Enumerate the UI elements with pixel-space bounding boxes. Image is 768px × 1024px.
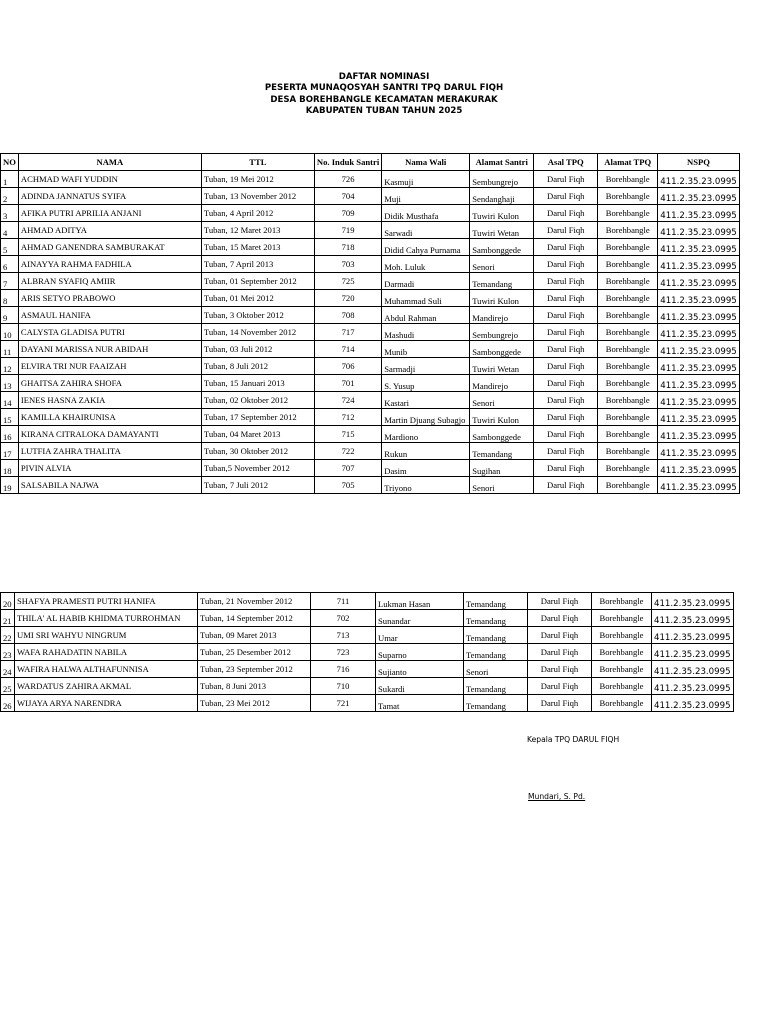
cell-alamat-santri: Sembungrejo — [470, 171, 534, 188]
cell-nama: LUTFIA ZAHRA THALITA — [18, 443, 201, 460]
cell-no: 20 — [1, 593, 15, 610]
cell-wali: Kasmuji — [382, 171, 470, 188]
cell-alamat-tpq: Borehbangle — [592, 627, 652, 644]
cell-alamat-tpq: Borehbangle — [598, 477, 658, 494]
cell-wali: S. Yusup — [382, 375, 470, 392]
cell-ttl: Tuban, 8 Juli 2012 — [201, 358, 314, 375]
table-row — [1, 392, 740, 409]
cell-asal-tpq: Darul Fiqh — [534, 239, 598, 256]
cell-ttl: Tuban, 15 Januari 2013 — [201, 375, 314, 392]
cell-wali: Sukardi — [376, 678, 464, 695]
col-header-no: NO — [1, 154, 19, 171]
cell-alamat-tpq: Borehbangle — [592, 593, 652, 610]
cell-nspq: 411.2.35.23.0995 — [658, 290, 740, 307]
cell-asal-tpq: Darul Fiqh — [534, 290, 598, 307]
cell-nama: AINAYYA RAHMA FADHILA — [18, 256, 201, 273]
table-row — [1, 409, 740, 426]
col-header-nama: NAMA — [18, 154, 201, 171]
cell-alamat-tpq: Borehbangle — [592, 678, 652, 695]
cell-nama: IENES HASNA ZAKIA — [18, 392, 201, 409]
cell-alamat-tpq: Borehbangle — [598, 205, 658, 222]
cell-nis: 714 — [314, 341, 381, 358]
cell-nama: KAMILLA KHAIRUNISA — [18, 409, 201, 426]
cell-ttl: Tuban, 7 Juli 2012 — [201, 477, 314, 494]
col-header-alamat-tpq: Alamat TPQ — [598, 154, 658, 171]
cell-alamat-santri: Sambonggede — [470, 426, 534, 443]
cell-asal-tpq: Darul Fiqh — [528, 593, 592, 610]
cell-no: 23 — [1, 644, 15, 661]
cell-nspq: 411.2.35.23.0995 — [652, 695, 734, 712]
cell-nama: WAFIRA HALWA ALTHAFUNNISA — [15, 661, 198, 678]
cell-ttl: Tuban, 01 Mei 2012 — [201, 290, 314, 307]
cell-alamat-tpq: Borehbangle — [598, 375, 658, 392]
cell-nis: 709 — [314, 205, 381, 222]
cell-nama: ADINDA JANNATUS SYIFA — [18, 188, 201, 205]
cell-nama: AHMAD ADITYA — [18, 222, 201, 239]
table-row — [1, 256, 740, 273]
cell-wali: Tamat — [376, 695, 464, 712]
document-header — [0, 72, 768, 118]
cell-nama: ASMAUL HANIFA — [18, 307, 201, 324]
cell-ttl: Tuban, 12 Maret 2013 — [201, 222, 314, 239]
cell-nspq: 411.2.35.23.0995 — [658, 239, 740, 256]
cell-ttl: Tuban, 17 September 2012 — [201, 409, 314, 426]
cell-alamat-santri: Temandang — [464, 678, 528, 695]
cell-ttl: Tuban, 4 April 2012 — [201, 205, 314, 222]
cell-nis: 720 — [314, 290, 381, 307]
cell-wali: Abdul Rahman — [382, 307, 470, 324]
table-row — [1, 695, 734, 712]
cell-nama: GHAITSA ZAHIRA SHOFA — [18, 375, 201, 392]
cell-alamat-tpq: Borehbangle — [598, 273, 658, 290]
table-row — [1, 443, 740, 460]
cell-nspq: 411.2.35.23.0995 — [658, 443, 740, 460]
cell-wali: Munib — [382, 341, 470, 358]
col-header-nis: No. Induk Santri — [314, 154, 381, 171]
cell-asal-tpq: Darul Fiqh — [534, 460, 598, 477]
nominee-table-page-2 — [0, 592, 734, 712]
table-row — [1, 375, 740, 392]
table-row — [1, 426, 740, 443]
cell-alamat-santri: Temandang — [464, 593, 528, 610]
cell-alamat-santri: Temandang — [464, 627, 528, 644]
cell-no: 10 — [1, 324, 19, 341]
cell-asal-tpq: Darul Fiqh — [534, 341, 598, 358]
cell-alamat-tpq: Borehbangle — [598, 324, 658, 341]
cell-ttl: Tuban, 14 September 2012 — [198, 610, 311, 627]
table-header-row — [1, 154, 740, 171]
cell-alamat-tpq: Borehbangle — [598, 409, 658, 426]
cell-alamat-santri: Tuwiri Kulon — [470, 290, 534, 307]
cell-no: 22 — [1, 627, 15, 644]
cell-nis: 713 — [311, 627, 376, 644]
cell-alamat-santri: Temandang — [470, 273, 534, 290]
table-row — [1, 341, 740, 358]
cell-alamat-tpq: Borehbangle — [598, 256, 658, 273]
cell-nspq: 411.2.35.23.0995 — [658, 307, 740, 324]
cell-no: 5 — [1, 239, 19, 256]
col-header-asal-tpq: Asal TPQ — [534, 154, 598, 171]
cell-alamat-tpq: Borehbangle — [598, 460, 658, 477]
cell-nspq: 411.2.35.23.0995 — [658, 256, 740, 273]
cell-wali: Kastari — [382, 392, 470, 409]
cell-nspq: 411.2.35.23.0995 — [652, 610, 734, 627]
cell-nspq: 411.2.35.23.0995 — [658, 392, 740, 409]
cell-alamat-santri: Sendanghaji — [470, 188, 534, 205]
cell-nis: 722 — [314, 443, 381, 460]
header-line-1: DAFTAR NOMINASI — [338, 72, 430, 82]
cell-wali: Darmadi — [382, 273, 470, 290]
cell-no: 8 — [1, 290, 19, 307]
cell-no: 18 — [1, 460, 19, 477]
cell-alamat-santri: Senori — [470, 256, 534, 273]
cell-alamat-santri: Mandirejo — [470, 307, 534, 324]
cell-no: 2 — [1, 188, 19, 205]
cell-no: 6 — [1, 256, 19, 273]
cell-nama: AHMAD GANENDRA SAMBURAKAT — [18, 239, 201, 256]
cell-asal-tpq: Darul Fiqh — [534, 222, 598, 239]
cell-ttl: Tuban, 21 November 2012 — [198, 593, 311, 610]
cell-nis: 715 — [314, 426, 381, 443]
cell-alamat-santri: Senori — [470, 392, 534, 409]
cell-no: 3 — [1, 205, 19, 222]
cell-alamat-santri: Tuwiri Wetan — [470, 222, 534, 239]
cell-wali: Mardiono — [382, 426, 470, 443]
table-row — [1, 678, 734, 695]
table-row — [1, 460, 740, 477]
cell-ttl: Tuban, 3 Oktober 2012 — [201, 307, 314, 324]
col-header-ttl: TTL — [201, 154, 314, 171]
cell-wali: Didid Cahya Purnama — [382, 239, 470, 256]
cell-wali: Muhammad Suli — [382, 290, 470, 307]
col-header-alamat-santri: Alamat Santri — [470, 154, 534, 171]
cell-nspq: 411.2.35.23.0995 — [658, 324, 740, 341]
cell-no: 12 — [1, 358, 19, 375]
cell-nis: 706 — [314, 358, 381, 375]
cell-ttl: Tuban, 14 November 2012 — [201, 324, 314, 341]
cell-ttl: Tuban, 7 April 2013 — [201, 256, 314, 273]
signature-name: Mundari, S. Pd. — [528, 792, 586, 801]
table-row — [1, 222, 740, 239]
cell-nis: 702 — [311, 610, 376, 627]
cell-ttl: Tuban, 8 Juni 2013 — [198, 678, 311, 695]
cell-ttl: Tuban, 30 Oktober 2012 — [201, 443, 314, 460]
cell-nama: WIJAYA ARYA NARENDRA — [15, 695, 198, 712]
cell-asal-tpq: Darul Fiqh — [534, 477, 598, 494]
nominee-table-page-1 — [0, 153, 740, 494]
col-header-nspq: NSPQ — [658, 154, 740, 171]
cell-alamat-tpq: Borehbangle — [598, 290, 658, 307]
cell-nis: 719 — [314, 222, 381, 239]
signature-title: Kepala TPQ DARUL FIQH — [527, 735, 620, 744]
cell-nama: PIVIN ALVIA — [18, 460, 201, 477]
cell-nis: 701 — [314, 375, 381, 392]
cell-asal-tpq: Darul Fiqh — [534, 324, 598, 341]
cell-nspq: 411.2.35.23.0995 — [658, 460, 740, 477]
cell-asal-tpq: Darul Fiqh — [534, 205, 598, 222]
cell-alamat-santri: Temandang — [464, 644, 528, 661]
cell-nama: ACHMAD WAFI YUDDIN — [18, 171, 201, 188]
cell-nis: 705 — [314, 477, 381, 494]
header-line-4: KABUPATEN TUBAN TAHUN 2025 — [305, 106, 463, 117]
cell-no: 21 — [1, 610, 15, 627]
cell-nis: 707 — [314, 460, 381, 477]
cell-nama: SHAFYA PRAMESTI PUTRI HANIFA — [15, 593, 198, 610]
cell-wali: Didik Musthafa — [382, 205, 470, 222]
cell-alamat-tpq: Borehbangle — [598, 307, 658, 324]
table-row — [1, 205, 740, 222]
cell-nama: WARDATUS ZAHIRA AKMAL — [15, 678, 198, 695]
cell-alamat-tpq: Borehbangle — [598, 171, 658, 188]
cell-nama: DAYANI MARISSA NUR ABIDAH — [18, 341, 201, 358]
cell-asal-tpq: Darul Fiqh — [534, 409, 598, 426]
cell-alamat-santri: Sugihan — [470, 460, 534, 477]
cell-nis: 717 — [314, 324, 381, 341]
table-row — [1, 644, 734, 661]
cell-asal-tpq: Darul Fiqh — [528, 644, 592, 661]
cell-wali: Mashudi — [382, 324, 470, 341]
cell-nama: THILA' AL HABIB KHIDMA TURROHMAN — [15, 610, 198, 627]
cell-asal-tpq: Darul Fiqh — [534, 443, 598, 460]
cell-alamat-tpq: Borehbangle — [598, 239, 658, 256]
cell-no: 9 — [1, 307, 19, 324]
cell-alamat-santri: Temandang — [464, 610, 528, 627]
cell-nis: 724 — [314, 392, 381, 409]
cell-ttl: Tuban, 03 Juli 2012 — [201, 341, 314, 358]
cell-wali: Rukun — [382, 443, 470, 460]
cell-ttl: Tuban, 01 September 2012 — [201, 273, 314, 290]
cell-alamat-tpq: Borehbangle — [598, 443, 658, 460]
cell-no: 19 — [1, 477, 19, 494]
cell-alamat-santri: Temandang — [470, 443, 534, 460]
table-row — [1, 239, 740, 256]
cell-nspq: 411.2.35.23.0995 — [658, 273, 740, 290]
cell-nspq: 411.2.35.23.0995 — [658, 171, 740, 188]
cell-wali: Dasim — [382, 460, 470, 477]
cell-ttl: Tuban, 25 Desember 2012 — [198, 644, 311, 661]
cell-no: 16 — [1, 426, 19, 443]
table-row — [1, 661, 734, 678]
cell-nis: 704 — [314, 188, 381, 205]
cell-wali: Suparno — [376, 644, 464, 661]
cell-no: 24 — [1, 661, 15, 678]
header-line-2: PESERTA MUNAQOSYAH SANTRI TPQ DARUL FIQH — [264, 83, 504, 94]
cell-no: 14 — [1, 392, 19, 409]
cell-nis: 725 — [314, 273, 381, 290]
table-row — [1, 324, 740, 341]
cell-nspq: 411.2.35.23.0995 — [658, 205, 740, 222]
table-body-page-1 — [1, 171, 740, 494]
cell-asal-tpq: Darul Fiqh — [528, 661, 592, 678]
cell-nspq: 411.2.35.23.0995 — [652, 593, 734, 610]
table-row — [1, 307, 740, 324]
cell-asal-tpq: Darul Fiqh — [534, 188, 598, 205]
cell-alamat-tpq: Borehbangle — [592, 644, 652, 661]
cell-ttl: Tuban, 23 Mei 2012 — [198, 695, 311, 712]
cell-no: 25 — [1, 678, 15, 695]
table-row — [1, 477, 740, 494]
cell-nama: AFIKA PUTRI APRILIA ANJANI — [18, 205, 201, 222]
cell-ttl: Tuban, 13 November 2012 — [201, 188, 314, 205]
cell-nspq: 411.2.35.23.0995 — [652, 678, 734, 695]
cell-alamat-tpq: Borehbangle — [598, 426, 658, 443]
cell-asal-tpq: Darul Fiqh — [534, 171, 598, 188]
cell-ttl: Tuban, 19 Mei 2012 — [201, 171, 314, 188]
cell-no: 1 — [1, 171, 19, 188]
cell-ttl: Tuban,5 November 2012 — [201, 460, 314, 477]
cell-nama: ALBRAN SYAFIQ AMIIR — [18, 273, 201, 290]
cell-nis: 708 — [314, 307, 381, 324]
cell-asal-tpq: Darul Fiqh — [534, 273, 598, 290]
table-row — [1, 188, 740, 205]
cell-nis: 711 — [311, 593, 376, 610]
cell-nspq: 411.2.35.23.0995 — [658, 222, 740, 239]
col-header-wali: Nama Wali — [382, 154, 470, 171]
cell-nspq: 411.2.35.23.0995 — [658, 477, 740, 494]
cell-no: 13 — [1, 375, 19, 392]
cell-alamat-santri: Tuwiri Kulon — [470, 409, 534, 426]
cell-alamat-santri: Sambonggede — [470, 239, 534, 256]
cell-nama: ELVIRA TRI NUR FAAIZAH — [18, 358, 201, 375]
table-body-page-2 — [1, 593, 734, 712]
cell-nis: 718 — [314, 239, 381, 256]
cell-wali: Sarmadji — [382, 358, 470, 375]
cell-nama: WAFA RAHADATIN NABILA — [15, 644, 198, 661]
cell-nspq: 411.2.35.23.0995 — [652, 644, 734, 661]
cell-nis: 716 — [311, 661, 376, 678]
cell-alamat-santri: Mandirejo — [470, 375, 534, 392]
table-row — [1, 273, 740, 290]
cell-nspq: 411.2.35.23.0995 — [658, 341, 740, 358]
cell-wali: Moh. Luluk — [382, 256, 470, 273]
cell-alamat-tpq: Borehbangle — [598, 392, 658, 409]
table-row — [1, 358, 740, 375]
cell-nspq: 411.2.35.23.0995 — [658, 188, 740, 205]
cell-nis: 723 — [311, 644, 376, 661]
cell-ttl: Tuban, 15 Maret 2013 — [201, 239, 314, 256]
cell-nis: 703 — [314, 256, 381, 273]
cell-alamat-santri: Senori — [464, 661, 528, 678]
cell-asal-tpq: Darul Fiqh — [528, 695, 592, 712]
cell-alamat-tpq: Borehbangle — [598, 188, 658, 205]
cell-wali: Sujianto — [376, 661, 464, 678]
cell-asal-tpq: Darul Fiqh — [528, 610, 592, 627]
header-line-3: DESA BOREHBANGLE KECAMATAN MERAKURAK — [270, 94, 498, 105]
table-row — [1, 627, 734, 644]
cell-nis: 710 — [311, 678, 376, 695]
cell-ttl: Tuban, 09 Maret 2013 — [198, 627, 311, 644]
cell-nama: SALSABILA NAJWA — [18, 477, 201, 494]
cell-nis: 726 — [314, 171, 381, 188]
cell-no: 4 — [1, 222, 19, 239]
table-row — [1, 171, 740, 188]
cell-nis: 721 — [311, 695, 376, 712]
cell-nspq: 411.2.35.23.0995 — [658, 358, 740, 375]
cell-nama: UMI SRI WAHYU NINGRUM — [15, 627, 198, 644]
cell-asal-tpq: Darul Fiqh — [534, 375, 598, 392]
cell-nspq: 411.2.35.23.0995 — [658, 375, 740, 392]
cell-wali: Martin Djuang Subagjo — [382, 409, 470, 426]
cell-alamat-santri: Tuwiri Kulon — [470, 205, 534, 222]
table-row — [1, 593, 734, 610]
cell-asal-tpq: Darul Fiqh — [534, 307, 598, 324]
cell-alamat-santri: Sambonggede — [470, 341, 534, 358]
cell-nspq: 411.2.35.23.0995 — [658, 409, 740, 426]
table-row — [1, 290, 740, 307]
table-row — [1, 610, 734, 627]
cell-wali: Umar — [376, 627, 464, 644]
cell-no: 7 — [1, 273, 19, 290]
cell-no: 15 — [1, 409, 19, 426]
cell-ttl: Tuban, 02 Oktober 2012 — [201, 392, 314, 409]
cell-asal-tpq: Darul Fiqh — [528, 678, 592, 695]
cell-asal-tpq: Darul Fiqh — [534, 426, 598, 443]
cell-alamat-santri: Tuwiri Wetan — [470, 358, 534, 375]
cell-nama: CALYSTA GLADISA PUTRI — [18, 324, 201, 341]
cell-alamat-santri: Senori — [470, 477, 534, 494]
cell-asal-tpq: Darul Fiqh — [534, 358, 598, 375]
cell-nama: ARIS SETYO PRABOWO — [18, 290, 201, 307]
cell-no: 26 — [1, 695, 15, 712]
cell-wali: Triyono — [382, 477, 470, 494]
cell-asal-tpq: Darul Fiqh — [534, 256, 598, 273]
cell-wali: Muji — [382, 188, 470, 205]
cell-alamat-tpq: Borehbangle — [598, 358, 658, 375]
cell-asal-tpq: Darul Fiqh — [528, 627, 592, 644]
cell-wali: Sunandar — [376, 610, 464, 627]
cell-wali: Sarwadi — [382, 222, 470, 239]
cell-ttl: Tuban, 23 September 2012 — [198, 661, 311, 678]
cell-alamat-santri: Sembungrejo — [470, 324, 534, 341]
cell-alamat-tpq: Borehbangle — [598, 341, 658, 358]
cell-nis: 712 — [314, 409, 381, 426]
cell-alamat-tpq: Borehbangle — [592, 610, 652, 627]
cell-no: 11 — [1, 341, 19, 358]
cell-no: 17 — [1, 443, 19, 460]
cell-nspq: 411.2.35.23.0995 — [658, 426, 740, 443]
cell-wali: Lukman Hasan — [376, 593, 464, 610]
cell-nama: KIRANA CITRALOKA DAMAYANTI — [18, 426, 201, 443]
cell-alamat-tpq: Borehbangle — [592, 661, 652, 678]
cell-nspq: 411.2.35.23.0995 — [652, 661, 734, 678]
cell-ttl: Tuban, 04 Maret 2013 — [201, 426, 314, 443]
cell-nspq: 411.2.35.23.0995 — [652, 627, 734, 644]
cell-alamat-tpq: Borehbangle — [598, 222, 658, 239]
cell-asal-tpq: Darul Fiqh — [534, 392, 598, 409]
cell-alamat-tpq: Borehbangle — [592, 695, 652, 712]
cell-alamat-santri: Temandang — [464, 695, 528, 712]
